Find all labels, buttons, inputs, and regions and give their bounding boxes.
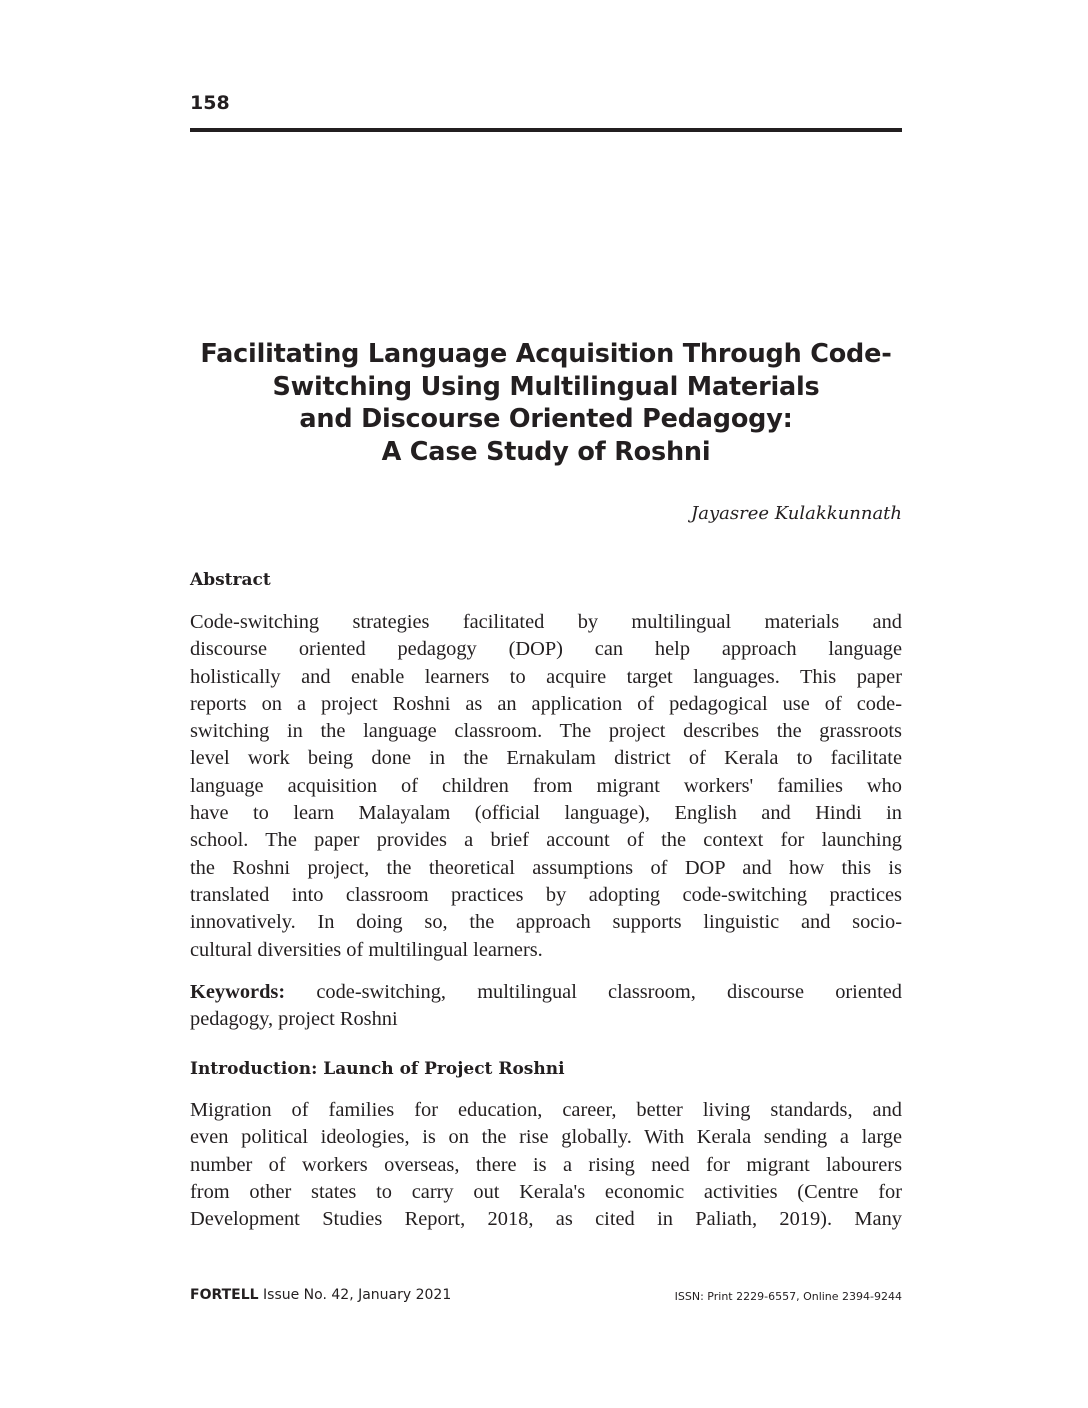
abstract-line: translated into classroom practices by adopting code-switching practices: [190, 883, 902, 906]
abstract-line: school. The paper provides a brief account of the context for launching: [190, 829, 902, 852]
abstract-line: innovatively. In doing so, the approach supports linguistic and socio-: [190, 911, 902, 934]
footer-issn: ISSN: Print 2229-6557, Online 2394-9244: [674, 1290, 902, 1303]
journal-name: FORTELL: [190, 1287, 259, 1303]
abstract-line: holistically and enable learners to acquire target languages. This paper: [190, 665, 902, 688]
abstract-line: cultural diversities of multilingual learners.: [190, 938, 543, 961]
keywords-line: pedagogy, project Roshni: [190, 1008, 398, 1031]
keywords-text: code-switching, multilingual classroom, discourse oriented: [316, 981, 902, 1003]
keywords-line: [190, 979, 902, 1006]
abstract-line: level work being done in the Ernakulam district of Kerala to facilitate: [190, 747, 902, 770]
article-title: [190, 338, 902, 468]
introduction-body: [190, 1097, 902, 1233]
abstract-line: Code-switching strategies facilitated by multilingual materials and: [190, 611, 902, 633]
abstract-line: language acquisition of children from migrant workers' families who: [190, 774, 902, 797]
footer-journal: [190, 1287, 451, 1303]
keywords-label: Keywords:: [190, 981, 286, 1003]
abstract-line: discourse oriented pedagogy (DOP) can help approach language: [190, 638, 902, 661]
introduction-line: Migration of families for education, career, better living standards, and: [190, 1099, 902, 1121]
abstract-line: have to learn Malayalam (official language), English and Hindi in: [190, 802, 902, 825]
introduction-line: number of workers overseas, there is a rising need for migrant labourers: [190, 1153, 902, 1176]
title-line: Facilitating Language Acquisition Through Code-: [200, 339, 892, 369]
abstract-line: the Roshni project, the theoretical assumptions of DOP and how this is: [190, 856, 902, 879]
page-number: 158: [190, 92, 230, 114]
introduction-line: Development Studies Report, 2018, as cited in Paliath, 2019). Many: [190, 1208, 902, 1231]
introduction-line: from other states to carry out Kerala's economic activities (Centre for: [190, 1180, 902, 1203]
keywords: [190, 979, 902, 1034]
introduction-heading: Introduction: Launch of Project Roshni: [190, 1059, 565, 1079]
issue-info: Issue No. 42, January 2021: [263, 1287, 452, 1303]
introduction-line: even political ideologies, is on the rise globally. With Kerala sending a large: [190, 1126, 902, 1149]
author-name: Jayasree Kulakkunnath: [691, 503, 902, 524]
abstract-body: [190, 609, 902, 964]
title-line: A Case Study of Roshni: [381, 436, 711, 467]
header-rule: [190, 128, 902, 132]
abstract-line: reports on a project Roshni as an application of pedagogical use of code-: [190, 692, 902, 715]
abstract-line: switching in the language classroom. The project describes the grassroots: [190, 720, 902, 743]
abstract-heading: Abstract: [190, 570, 271, 590]
title-line: Switching Using Multilingual Materials: [272, 371, 820, 402]
title-line: and Discourse Oriented Pedagogy:: [299, 404, 793, 434]
